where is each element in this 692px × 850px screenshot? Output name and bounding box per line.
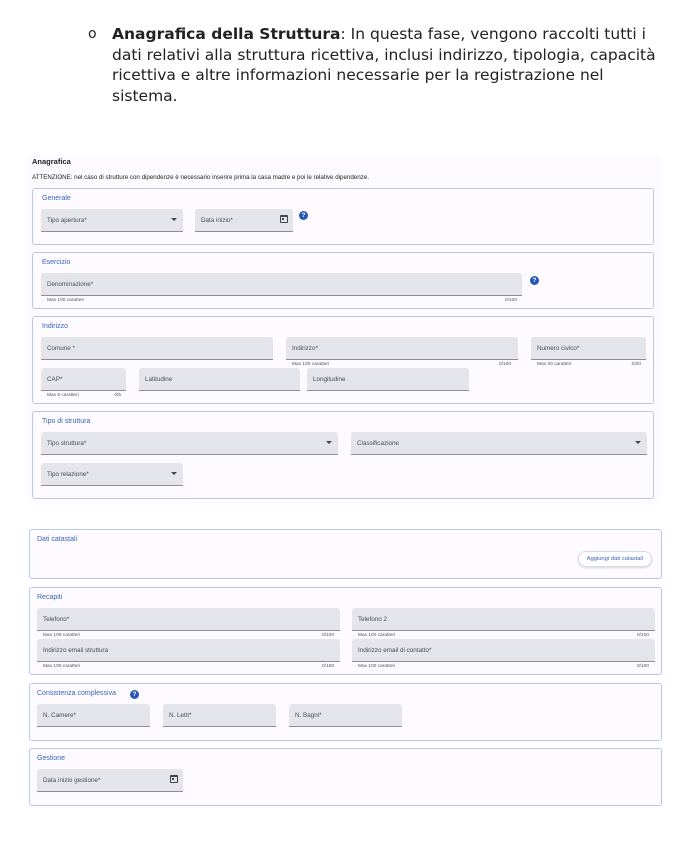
section-recapiti xyxy=(29,587,662,675)
longitudine-field[interactable] xyxy=(307,368,469,391)
field-label: Data inizio* xyxy=(201,217,233,224)
section-title: Dati catastali xyxy=(37,536,78,543)
comune-field[interactable] xyxy=(41,337,273,360)
char-counter: 0/20 xyxy=(631,362,641,367)
section-title: Indirizzo xyxy=(42,323,69,330)
email-contatto-field[interactable] xyxy=(352,639,655,662)
warning-text: ATTENZIONE: nel caso di strutture con dipendenze è necessario inserire prima la casa madre e poi le relative dipendenze. xyxy=(32,174,369,181)
field-label: CAP* xyxy=(47,376,63,383)
field-label: Indirizzo email di contatto* xyxy=(358,647,432,654)
cap-field[interactable] xyxy=(41,368,126,391)
intro-text xyxy=(112,24,668,106)
section-title: Recapiti xyxy=(37,594,63,601)
field-label: Data inizio gestione* xyxy=(43,777,101,784)
char-counter: 0/100 xyxy=(504,298,517,303)
field-hint: Max 100 caratteri xyxy=(43,633,81,638)
help-icon[interactable]: ? xyxy=(530,276,539,285)
section-indirizzo xyxy=(32,316,654,404)
char-counter: 0/100 xyxy=(321,633,334,638)
field-hint: Max 100 caratteri xyxy=(43,664,81,669)
field-label: Tipo apertura* xyxy=(47,217,87,224)
field-label: N. Letti* xyxy=(169,712,192,719)
calendar-icon[interactable] xyxy=(280,215,288,223)
field-hint: Max 100 caratteri xyxy=(47,298,85,303)
section-title: Gestione xyxy=(37,755,66,762)
char-counter: 0/100 xyxy=(636,664,649,669)
char-counter: 0/100 xyxy=(498,362,511,367)
chevron-down-icon xyxy=(171,472,177,475)
data-inizio-field[interactable] xyxy=(195,209,293,232)
data-inizio-gestione-field[interactable] xyxy=(37,769,183,792)
field-label: Telefono* xyxy=(43,616,70,623)
denominazione-field[interactable] xyxy=(41,273,522,296)
section-tipo-struttura xyxy=(32,411,654,499)
char-counter: 0/100 xyxy=(321,664,334,669)
field-hint: Max 20 caratteri xyxy=(537,362,572,367)
field-hint: Max 100 caratteri xyxy=(358,664,396,669)
field-label: Indirizzo email struttura xyxy=(43,647,109,654)
chevron-down-icon xyxy=(326,441,332,444)
field-label: N. Bagni* xyxy=(295,712,322,719)
classificazione-select[interactable] xyxy=(351,432,647,455)
n-letti-field[interactable] xyxy=(163,704,276,727)
field-label: Tipo struttura* xyxy=(47,440,87,447)
tipo-apertura-select[interactable] xyxy=(41,209,183,232)
section-dati-catastali xyxy=(29,529,662,579)
email-struttura-field[interactable] xyxy=(37,639,340,662)
tipo-struttura-select[interactable] xyxy=(41,432,338,455)
field-label: Classificazione xyxy=(357,440,399,447)
section-esercizio xyxy=(32,252,654,309)
n-camere-field[interactable] xyxy=(37,704,150,727)
add-dati-catastali-button[interactable]: Aggiungi dati catastali xyxy=(578,551,652,567)
section-title: Consistenza complessiva xyxy=(37,690,116,697)
tipo-relazione-select[interactable] xyxy=(41,463,183,486)
section-title: Tipo di struttura xyxy=(42,418,91,425)
intro-paragraph xyxy=(88,24,668,106)
form-header xyxy=(28,155,660,185)
telefono-2-field[interactable] xyxy=(352,608,655,631)
page-title: Anagrafica xyxy=(32,157,71,166)
field-hint: Max 5 caratteri xyxy=(47,393,79,398)
field-hint: Max 100 caratteri xyxy=(358,633,396,638)
field-label: Denominazione* xyxy=(47,281,94,288)
n-bagni-field[interactable] xyxy=(289,704,402,727)
latitudine-field[interactable] xyxy=(139,368,300,391)
bullet-marker: o xyxy=(88,26,97,42)
char-counter: 0/100 xyxy=(636,633,649,638)
field-label: Numero civico* xyxy=(537,345,580,352)
char-counter: 0/5 xyxy=(114,393,121,398)
field-label: Indirizzo* xyxy=(292,345,318,352)
field-hint: Max 100 caratteri xyxy=(292,362,330,367)
section-consistenza xyxy=(29,683,662,741)
field-label: Latitudine xyxy=(145,376,173,383)
section-generale xyxy=(32,188,654,245)
indirizzo-field[interactable] xyxy=(286,337,518,360)
field-label: Comune * xyxy=(47,345,76,352)
field-label: Longitudine xyxy=(313,376,346,383)
section-title: Esercizio xyxy=(42,259,71,266)
intro-bold-title: Anagrafica della Struttura xyxy=(112,25,341,43)
chevron-down-icon xyxy=(635,441,641,444)
help-icon[interactable]: ? xyxy=(130,690,139,699)
telefono-field[interactable] xyxy=(37,608,340,631)
field-label: Telefono 2 xyxy=(358,616,388,623)
help-icon[interactable]: ? xyxy=(299,211,308,220)
chevron-down-icon xyxy=(171,218,177,221)
section-gestione xyxy=(29,748,662,806)
intro-body: : In questa fase, vengono raccolti tutti i dati relativi alla struttura ricettiva, inclusi indirizzo, tipologia, capacità ricettiva e altre informazioni necessarie per la registrazione nel sistema. xyxy=(112,25,656,105)
section-title: Generale xyxy=(42,195,71,202)
numero-civico-field[interactable] xyxy=(531,337,646,360)
field-label: N. Camere* xyxy=(43,712,76,719)
field-label: Tipo relazione* xyxy=(47,471,89,478)
calendar-icon[interactable] xyxy=(170,775,178,783)
